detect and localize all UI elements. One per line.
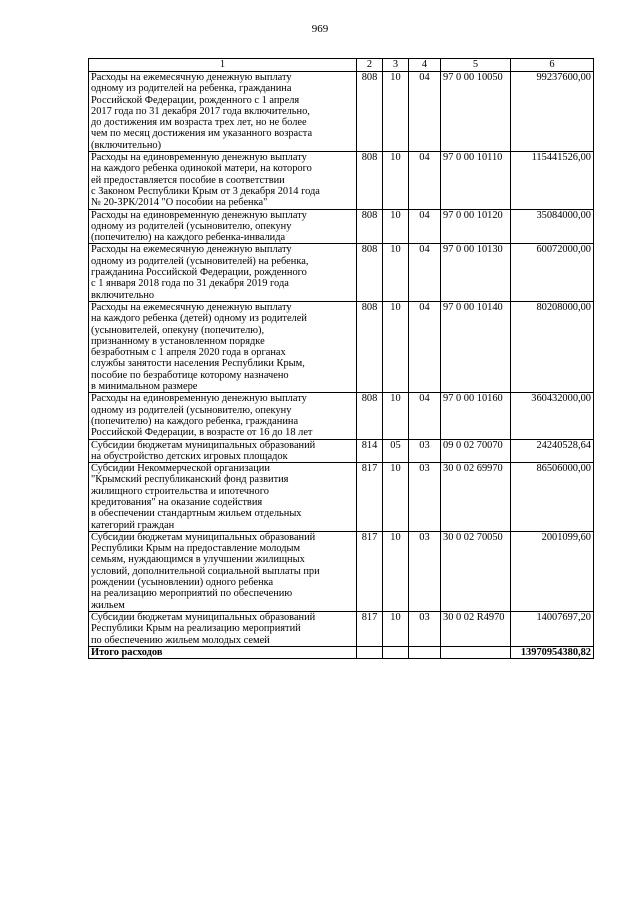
row-sum: 2001099,60: [511, 531, 594, 611]
table-row: [89, 244, 594, 301]
row-csr: 09 0 02 70070: [441, 439, 511, 463]
row-pr: 04: [409, 393, 441, 439]
row-grbs: 808: [357, 301, 383, 392]
row-rz: 10: [383, 72, 409, 152]
table-row: [89, 439, 594, 463]
row-csr: 97 0 00 10050: [441, 72, 511, 152]
row-csr: 97 0 00 10160: [441, 393, 511, 439]
row-pr: 03: [409, 439, 441, 463]
row-grbs: 814: [357, 439, 383, 463]
row-rz: 10: [383, 393, 409, 439]
row-pr: 04: [409, 244, 441, 301]
total-empty-cell: [441, 646, 511, 658]
row-sum: 80208000,00: [511, 301, 594, 392]
header-cell-name: 1: [89, 59, 357, 72]
row-rz: 10: [383, 301, 409, 392]
row-pr: 03: [409, 611, 441, 646]
row-rz: 10: [383, 244, 409, 301]
row-rz: 10: [383, 209, 409, 244]
row-name: Расходы на ежемесячную денежную выплату одному из родителей на ребенка, гражданина Российской Федерации, рожденного с 1 апреля 2017 года по 31 декабря 2017 года включительно, до достижения им возраста трех лет, но не более чем по месяц достижения им указанного возраста (включительно): [89, 72, 357, 152]
row-csr: 97 0 00 10140: [441, 301, 511, 392]
row-csr: 30 0 02 70050: [441, 531, 511, 611]
row-name: Расходы на ежемесячную денежную выплату одному из родителей (усыновителей) на ребенка, гражданина Российской Федерации, рожденного с 1 января 2018 года по 31 декабря 2019 года включительно: [89, 244, 357, 301]
header-cell-pr: 4: [409, 59, 441, 72]
expenditure-table: [88, 58, 594, 659]
row-grbs: 817: [357, 463, 383, 532]
row-grbs: 817: [357, 531, 383, 611]
row-pr: 04: [409, 209, 441, 244]
row-sum: 14007697,20: [511, 611, 594, 646]
header-cell-grbs: 2: [357, 59, 383, 72]
row-rz: 05: [383, 439, 409, 463]
row-csr: 97 0 00 10120: [441, 209, 511, 244]
header-cell-sum: 6: [511, 59, 594, 72]
row-sum: 35084000,00: [511, 209, 594, 244]
total-label: Итого расходов: [89, 646, 357, 658]
total-sum: 13970954380,82: [511, 646, 594, 658]
total-row: [89, 646, 594, 658]
row-sum: 60072000,00: [511, 244, 594, 301]
row-name: Расходы на ежемесячную денежную выплату на каждого ребенка (детей) одному из родителей (усыновителей, опекуну (попечителю), признанному в установленном порядке безработным с 1 апреля 2020 года в органах службы занятости населения Республики Крым, пособие по безработице которому назначено в минимальном размере: [89, 301, 357, 392]
table-row: [89, 611, 594, 646]
row-csr: 97 0 00 10130: [441, 244, 511, 301]
row-grbs: 808: [357, 244, 383, 301]
row-grbs: 808: [357, 152, 383, 209]
total-empty-cell: [409, 646, 441, 658]
row-pr: 03: [409, 531, 441, 611]
row-csr: 30 0 02 R4970: [441, 611, 511, 646]
table-row: [89, 209, 594, 244]
row-grbs: 808: [357, 209, 383, 244]
table-row: [89, 72, 594, 152]
row-rz: 10: [383, 611, 409, 646]
row-pr: 03: [409, 463, 441, 532]
row-rz: 10: [383, 152, 409, 209]
row-pr: 04: [409, 301, 441, 392]
total-empty-cell: [383, 646, 409, 658]
table-row: [89, 301, 594, 392]
row-sum: 360432000,00: [511, 393, 594, 439]
header-cell-rz: 3: [383, 59, 409, 72]
row-pr: 04: [409, 152, 441, 209]
row-name: Субсидии бюджетам муниципальных образований на обустройство детских игровых площадок: [89, 439, 357, 463]
row-name: Субсидии бюджетам муниципальных образований Республики Крым на реализацию мероприятий по обеспечению жильем молодых семей: [89, 611, 357, 646]
row-pr: 04: [409, 72, 441, 152]
row-rz: 10: [383, 463, 409, 532]
row-grbs: 808: [357, 72, 383, 152]
table-row: [89, 393, 594, 439]
row-sum: 24240528,64: [511, 439, 594, 463]
row-name: Субсидии бюджетам муниципальных образований Республики Крым на предоставление молодым семьям, нуждающимся в улучшении жилищных условий, дополнительной социальной выплаты при рождении (усыновлении) одного ребенка на реализацию мероприятий по обеспечению жильем: [89, 531, 357, 611]
page-number: 969: [311, 23, 329, 35]
row-sum: 86506000,00: [511, 463, 594, 532]
row-grbs: 817: [357, 611, 383, 646]
row-name: Расходы на единовременную денежную выплату одному из родителей (усыновителю, опекуну (попечителю) на каждого ребенка-инвалида: [89, 209, 357, 244]
total-empty-cell: [357, 646, 383, 658]
row-name: Субсидии Некоммерческой организации "Крымский республиканский фонд развития жилищного строительства и ипотечного кредитования" на оказание содействия в обеспечении стандартным жильем отдельных категорий граждан: [89, 463, 357, 532]
row-name: Расходы на единовременную денежную выплату одному из родителей (усыновителю, опекуну (попечителю) на каждого ребенка, гражданина Российской Федерации, в возрасте от 16 до 18 лет: [89, 393, 357, 439]
header-row: [89, 59, 594, 72]
row-sum: 99237600,00: [511, 72, 594, 152]
row-rz: 10: [383, 531, 409, 611]
header-cell-csr: 5: [441, 59, 511, 72]
row-csr: 30 0 02 69970: [441, 463, 511, 532]
row-sum: 115441526,00: [511, 152, 594, 209]
table-row: [89, 152, 594, 209]
table-row: [89, 531, 594, 611]
row-csr: 97 0 00 10110: [441, 152, 511, 209]
row-grbs: 808: [357, 393, 383, 439]
table-row: [89, 463, 594, 532]
row-name: Расходы на единовременную денежную выплату на каждого ребенка одинокой матери, на которого ей предоставляется пособие в соответствии с Законом Республики Крым от 3 декабря 2014 года № 20-ЗРК/2014 "О пособии на ребенка": [89, 152, 357, 209]
